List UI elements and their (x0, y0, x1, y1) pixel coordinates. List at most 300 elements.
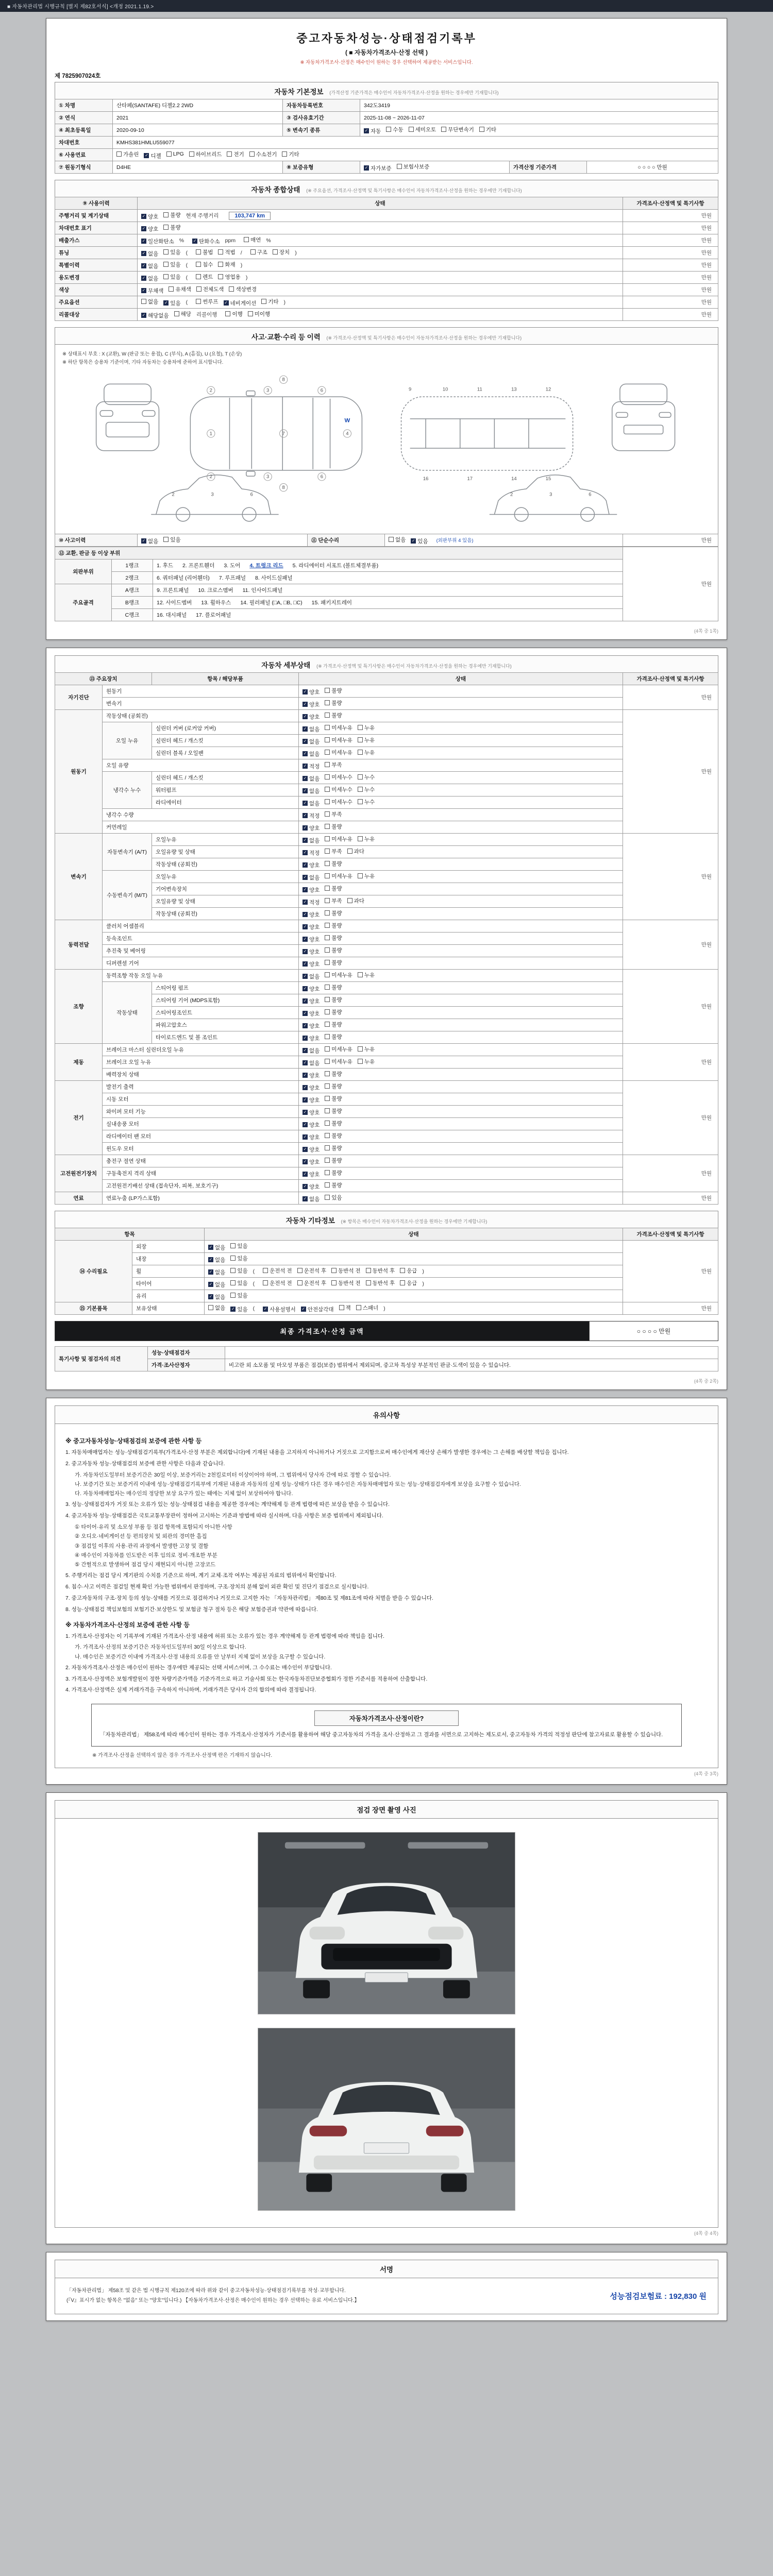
checkbox-불량[interactable] (325, 1095, 342, 1103)
checkbox-label: 네비게이션 (230, 300, 257, 307)
checkbox-불량[interactable] (325, 1008, 342, 1016)
checkbox-있음[interactable] (230, 1279, 247, 1287)
checkbox-불량[interactable] (325, 1107, 342, 1115)
checkbox-label: 없음 (215, 1281, 226, 1288)
unchecked-box-icon (325, 1133, 330, 1138)
checkbox-누수[interactable] (358, 773, 375, 781)
checkbox-잭[interactable] (339, 1304, 351, 1312)
checkbox-누수[interactable] (358, 798, 375, 806)
checkbox-있음[interactable] (411, 537, 428, 545)
checkbox-불량[interactable] (325, 699, 342, 707)
checkbox-양호[interactable] (303, 948, 320, 956)
price-cell: 만원 (623, 1192, 718, 1205)
checkbox-해당없음[interactable] (141, 312, 169, 319)
price-cell: 만원 (623, 234, 718, 247)
checkbox-양호[interactable] (303, 861, 320, 869)
checkbox-미세누유[interactable] (325, 872, 352, 880)
checkbox-있음[interactable] (163, 261, 180, 268)
checkbox-불량[interactable] (325, 1021, 342, 1028)
checkbox-없음[interactable] (208, 1268, 225, 1276)
status-cell (299, 945, 623, 957)
checkbox-label: 양호 (309, 1084, 320, 1091)
checkbox-디젤[interactable] (144, 152, 161, 160)
checkbox-운전석 후[interactable] (297, 1279, 327, 1287)
checkbox-없음[interactable] (303, 750, 320, 758)
notes-title-band: 유의사항 (55, 1405, 718, 1424)
checkbox-적정[interactable] (303, 849, 320, 857)
checkbox-일산화탄소[interactable] (141, 238, 174, 245)
panel-part: 16. 대시패널 (157, 612, 187, 619)
inline-text: 리콜이행 (196, 312, 217, 318)
checkbox-사용설명서[interactable] (263, 1306, 296, 1313)
usage-item-label: 색상 (55, 284, 138, 296)
price-appraisal-box-text: 「자동차관리법」 제58조에 따라 매수인이 원하는 경우 가격조사·산정자가 기준서를 활용하여 해당 중고자동차의 가격을 조사·산정하고 그 결과를 서면으로 고지하는 제도로서, 중고자동차 가격의 적정성 판단에 참고자료로 활용할 수 있습니다. (100, 1732, 663, 1738)
checkbox-불량[interactable] (325, 1033, 342, 1041)
checkbox-없음[interactable] (303, 725, 320, 733)
checkbox-양호[interactable] (303, 1072, 320, 1079)
checkbox-없음[interactable] (208, 1256, 225, 1264)
checkbox-불량[interactable] (325, 711, 342, 719)
checkbox-없음[interactable] (303, 787, 320, 795)
checkbox-누수[interactable] (358, 786, 375, 793)
checkbox-불량[interactable] (325, 946, 342, 954)
checkbox-응급[interactable] (400, 1279, 417, 1287)
checkbox-부족[interactable] (325, 761, 342, 769)
unchecked-box-icon (325, 997, 330, 1002)
checkbox-있음[interactable] (325, 1194, 342, 1201)
checkbox-불량[interactable] (325, 984, 342, 991)
checkbox-label: 양호 (309, 961, 320, 968)
checkbox-미세누유[interactable] (325, 736, 352, 744)
checkbox-label: 누유 (364, 737, 375, 743)
photos-area (55, 1819, 718, 2228)
checkbox-있음[interactable] (230, 1306, 247, 1313)
unchecked-box-icon (325, 1182, 330, 1188)
table-header-row (55, 673, 718, 685)
checkbox-양호[interactable] (303, 960, 320, 968)
checkbox-적정[interactable] (303, 812, 320, 820)
unchecked-box-icon (366, 1268, 371, 1273)
unchecked-box-icon (196, 274, 201, 279)
unchecked-box-icon (230, 1280, 236, 1285)
device-label: 고전원전기장치 (55, 1155, 103, 1192)
checkbox-누유[interactable] (358, 724, 375, 732)
checkbox-label: 과다 (354, 848, 364, 855)
checkbox-동반석 후[interactable] (366, 1267, 395, 1275)
checked-box-icon: ✓ (303, 887, 307, 892)
checkbox-보험사보증[interactable] (397, 163, 430, 171)
checkbox-미세누유[interactable] (325, 1058, 352, 1065)
checkbox-label: 누유 (364, 749, 375, 756)
page-marker: (4쪽 중 2쪽) (694, 1379, 718, 1384)
checkbox-불량[interactable] (325, 1169, 342, 1177)
checkbox-부족[interactable] (325, 810, 342, 818)
checkbox-구조[interactable] (250, 248, 267, 256)
page-1 (46, 18, 727, 640)
checkbox-스패너[interactable] (356, 1304, 378, 1312)
checked-box-icon: ✓ (303, 726, 307, 732)
damage-code-legend: ※ 상태표시 부호 : X (교환), W (판금 또는 용접), C (부식), A (흠집), U (요철), T (손상) (62, 351, 242, 357)
checkbox-양호[interactable] (303, 911, 320, 919)
checkbox-불량[interactable] (325, 1181, 342, 1189)
checkbox-불량[interactable] (325, 996, 342, 1004)
checkbox-운전석 전[interactable] (263, 1279, 292, 1287)
checkbox-label: 영업용 (225, 274, 241, 280)
checkbox-양호[interactable] (303, 923, 320, 931)
notes-item: 2. 자동차가격조사·산정은 매수인이 원하는 경우에만 제공되는 선택 서비스이며, 그 수수료는 매수인이 부담합니다. (65, 1664, 332, 1671)
unchecked-box-icon (227, 151, 232, 157)
checkbox-미세누유[interactable] (325, 835, 352, 843)
checkbox-있음[interactable] (230, 1292, 247, 1299)
checkbox-없음[interactable] (303, 837, 320, 844)
detail-row (55, 945, 718, 957)
checked-box-icon: ✓ (303, 1196, 307, 1201)
checkbox-불량[interactable] (325, 1157, 342, 1164)
checkbox-침수[interactable] (196, 261, 213, 268)
checkbox-불량[interactable] (325, 909, 342, 917)
checkbox-있음[interactable] (230, 1255, 247, 1262)
unchecked-box-icon (325, 960, 330, 965)
checkbox-label: 누유 (364, 1058, 375, 1065)
checkbox-label: 누수 (364, 786, 375, 793)
checkbox-자가보증[interactable] (364, 164, 392, 172)
checkbox-label: 양호 (309, 1159, 320, 1165)
checkbox-label: 없음 (309, 738, 320, 745)
checkbox-유채색[interactable] (169, 285, 191, 293)
checkbox-있음[interactable] (163, 273, 180, 281)
checkbox-누유[interactable] (358, 971, 375, 979)
page-3 (46, 1398, 727, 1785)
checkbox-양호[interactable] (303, 1146, 320, 1154)
price-cell: 만원 (623, 1241, 718, 1302)
checkbox-없음[interactable] (303, 874, 320, 882)
notes-item: 1. 자동차매매업자는 성능·상태점검기록부(가격조사·산정 부분은 제외합니다)에 기재된 내용을 고지하지 아니하거나 거짓으로 고지함으로써 매수인에게 재산상 손해가 발생한 경우에는 그 손해를 배상할 책임을 집니다. (65, 1449, 569, 1456)
checkbox-무단변속기[interactable] (441, 126, 474, 133)
unchecked-box-icon (196, 249, 201, 255)
panel-part: 6. 쿼터패널 (리어휀더) (157, 575, 210, 582)
checkbox-불량[interactable] (325, 934, 342, 942)
panel-part: 13. 휠하우스 (201, 600, 231, 606)
checkbox-불량[interactable] (325, 1082, 342, 1090)
status-cell (299, 834, 623, 846)
checkbox-label: 동반석 후 (372, 1280, 395, 1286)
checkbox-누유[interactable] (358, 872, 375, 880)
checkbox-미세누유[interactable] (325, 1045, 352, 1053)
section-title-text: 자동차 기타정보 (285, 1217, 335, 1225)
checkbox-양호[interactable] (303, 985, 320, 993)
unchecked-box-icon (218, 249, 223, 255)
checkbox-불량[interactable] (325, 885, 342, 892)
checkbox-운전석 전[interactable] (263, 1267, 292, 1275)
checked-box-icon: ✓ (303, 875, 307, 880)
checkbox-적정[interactable] (303, 899, 320, 906)
checkbox-미세누수[interactable] (325, 773, 352, 781)
checkbox-기타[interactable] (479, 126, 496, 133)
panel-part: 11. 인사이드패널 (242, 587, 283, 594)
checkbox-적정[interactable] (303, 762, 320, 770)
checkbox-렌트[interactable] (196, 273, 213, 281)
checkbox-없음[interactable] (208, 1304, 225, 1312)
checked-box-icon: ✓ (209, 1245, 213, 1250)
checkbox-양호[interactable] (303, 1035, 320, 1042)
checkbox-label: 전기 (233, 151, 244, 158)
checkbox-누유[interactable] (358, 1058, 375, 1065)
checkbox-무채색[interactable] (141, 287, 163, 295)
checkbox-동반석 후[interactable] (366, 1279, 395, 1287)
checkbox-불량[interactable] (325, 860, 342, 868)
checkbox-양호[interactable] (303, 1158, 320, 1166)
inspection-insurance-fee (610, 2291, 707, 2301)
checkbox-양호[interactable] (303, 1084, 320, 1092)
checkbox-미세누유[interactable] (325, 971, 352, 979)
checkbox-LPG[interactable] (166, 151, 184, 157)
checkbox-양호[interactable] (303, 1010, 320, 1018)
checkbox-탄화수소[interactable] (192, 238, 220, 245)
part-name: 냉각수 수량 (103, 809, 299, 821)
checkbox-하이브리드[interactable] (189, 150, 222, 158)
checkbox-운전석 후[interactable] (297, 1267, 327, 1275)
checkbox-label: 양호 (309, 1122, 320, 1128)
usage-status-cell (138, 309, 623, 321)
checkbox-없음[interactable] (141, 275, 158, 282)
table-row (55, 161, 718, 174)
checkbox-수동[interactable] (386, 126, 403, 133)
part-name: 고전원전기배선 상태 (접속단자, 피복, 보호기구) (103, 1180, 299, 1192)
checkbox-해당[interactable] (174, 310, 191, 318)
checkbox-없음[interactable] (208, 1281, 225, 1289)
price-cell: 만원 (623, 970, 718, 1044)
fee-label: 성능점검보험료 : (610, 2292, 667, 2301)
checkbox-있음[interactable] (163, 299, 180, 307)
checkbox-없음[interactable] (141, 298, 158, 306)
notes-item: 4. 중고자동차 성능·상태점검은 국토교통부장관이 정하여 고시하는 기준과 방법에 따라 실시하며, 다음 사항은 보증 범위에서 제외됩니다. (65, 1513, 383, 1519)
checkbox-양호[interactable] (303, 1022, 320, 1030)
car-damage-diagram (62, 367, 711, 532)
checkbox-불량[interactable] (325, 1120, 342, 1127)
checkbox-양호[interactable] (303, 997, 320, 1005)
checkbox-없음[interactable] (208, 1244, 225, 1251)
table-row (55, 309, 718, 321)
checkbox-가솔린[interactable] (116, 150, 139, 158)
unchecked-box-icon (218, 262, 223, 267)
rank-parts-cell (153, 572, 623, 584)
checkbox-미세누유[interactable] (325, 749, 352, 756)
checkbox-적법[interactable] (218, 248, 235, 256)
checkbox-불량[interactable] (325, 823, 342, 831)
usage-item-label: 리콜대상 (55, 309, 138, 321)
checkbox-label: 불량 (331, 1009, 342, 1015)
checkbox-불량[interactable] (325, 922, 342, 929)
unchecked-box-icon (325, 849, 330, 854)
model-year-label: ② 연식 (55, 112, 113, 124)
panel-part: 15. 패키지트레이 (311, 600, 352, 606)
table-row (55, 1265, 718, 1278)
checked-box-icon: ✓ (303, 1060, 307, 1065)
checkbox-양호[interactable] (303, 713, 320, 721)
status-cell (205, 1265, 623, 1278)
checkbox-label: 전체도색 (203, 286, 224, 293)
inline-text: % (266, 238, 271, 244)
checkbox-양호[interactable] (303, 886, 320, 894)
table-row (55, 99, 718, 112)
checkbox-불량[interactable] (325, 687, 342, 694)
checkbox-안전삼각대[interactable] (301, 1306, 334, 1313)
checkbox-양호[interactable] (303, 1183, 320, 1191)
checked-box-icon: ✓ (209, 1269, 213, 1275)
unchecked-box-icon (325, 886, 330, 891)
engine-type-value: D4HE (113, 161, 283, 174)
checkbox-양호[interactable] (303, 1096, 320, 1104)
page-marker: (4쪽 중 1쪽) (694, 629, 718, 634)
checkbox-불법[interactable] (196, 248, 213, 256)
rank-label: 2랭크 (112, 572, 153, 584)
checkbox-label: 무채색 (148, 287, 164, 294)
checkbox-응급[interactable] (400, 1267, 417, 1275)
category-label: 냉각수 누수 (103, 772, 152, 809)
checkbox-양호[interactable] (303, 701, 320, 708)
part-name: 타이로드엔드 및 볼 조인트 (152, 1031, 299, 1044)
table-row (55, 124, 718, 137)
checkbox-없음[interactable] (303, 1059, 320, 1067)
checkbox-없음[interactable] (141, 537, 158, 545)
status-cell (299, 1056, 623, 1069)
checkbox-있음[interactable] (163, 248, 180, 256)
checkbox-네비게이션[interactable] (224, 299, 257, 307)
checkbox-양호[interactable] (141, 225, 158, 233)
checkbox-화재[interactable] (218, 261, 235, 268)
checkbox-label: 동반석 후 (372, 1267, 395, 1274)
checkbox-label: 응급 (407, 1280, 417, 1286)
checkbox-없음[interactable] (141, 250, 158, 258)
checkbox-전기[interactable] (227, 150, 244, 158)
part-name: 동력조향 작동 오일 누유 (103, 970, 299, 982)
checkbox-불량[interactable] (163, 224, 180, 231)
column-header: 항목 (55, 1228, 205, 1241)
checkbox-양호[interactable] (303, 1121, 320, 1129)
checkbox-부족[interactable] (325, 897, 342, 905)
checkbox-없음[interactable] (303, 738, 320, 745)
checkbox-없음[interactable] (303, 800, 320, 807)
checkbox-과다[interactable] (347, 897, 364, 905)
checkbox-불량[interactable] (325, 1132, 342, 1140)
checkbox-동반석 전[interactable] (331, 1267, 361, 1275)
checkbox-label: 누수 (364, 799, 375, 805)
part-name: 실린더 블록 / 오일팬 (152, 747, 299, 759)
checkbox-누유[interactable] (358, 835, 375, 843)
status-cell (299, 1007, 623, 1019)
part-name: 워터펌프 (152, 784, 299, 796)
table-row (55, 534, 718, 547)
legal-line-2: (『V』표시가 없는 항목은 "없음" 또는 "양호"입니다.) 【자동차가격조사·산정은 매수인이 원하는 경우 선택하는 유료 서비스입니다.】 (66, 2297, 360, 2303)
checkbox-수소전기[interactable] (249, 150, 277, 158)
checkbox-양호[interactable] (303, 824, 320, 832)
checkbox-label: 매연 (250, 236, 261, 243)
status-cell (299, 747, 623, 759)
checkbox-장치[interactable] (273, 248, 290, 256)
checkbox-매연[interactable] (244, 236, 261, 244)
category-label: 자동변속기 (A/T) (103, 834, 152, 871)
device-label: 원동기 (55, 710, 103, 834)
status-cell (299, 722, 623, 735)
checkbox-미세누수[interactable] (325, 798, 352, 806)
unchecked-box-icon (325, 1083, 330, 1089)
checkbox-양호[interactable] (303, 936, 320, 943)
checkbox-양호[interactable] (303, 1171, 320, 1178)
checkbox-전체도색[interactable] (196, 285, 224, 293)
notes-subitem: 가. 자동차인도일부터 보증기간은 30일 이상, 보증거리는 2천킬로미터 이상이어야 하며, 그 범위에서 당사자 간에 따로 정할 수 있습니다. (75, 1471, 391, 1478)
checkbox-없음[interactable] (303, 1195, 320, 1203)
unchecked-box-icon (244, 237, 249, 242)
checkbox-자동[interactable] (364, 127, 381, 135)
checkbox-없음[interactable] (303, 775, 320, 783)
checkbox-미세누유[interactable] (325, 724, 352, 732)
checkbox-없음[interactable] (303, 1047, 320, 1055)
device-label: 조향 (55, 970, 103, 1044)
checkbox-불량[interactable] (325, 959, 342, 967)
checkbox-없음[interactable] (141, 262, 158, 270)
checkbox-양호[interactable] (303, 688, 320, 696)
checkbox-과다[interactable] (347, 848, 364, 855)
device-label: 자기진단 (55, 685, 103, 710)
inline-text: ( (253, 1268, 255, 1275)
checked-box-icon: ✓ (303, 998, 307, 1004)
checkbox-label: 있음 (237, 1306, 248, 1313)
checkbox-불량[interactable] (325, 1070, 342, 1078)
checkbox-없음[interactable] (389, 536, 406, 544)
checkbox-누유[interactable] (358, 736, 375, 744)
accident-section-title (55, 327, 718, 344)
checkbox-동반석 전[interactable] (331, 1279, 361, 1287)
checkbox-양호[interactable] (303, 1109, 320, 1116)
checkbox-세미오토[interactable] (409, 126, 436, 133)
checked-box-icon: ✓ (142, 538, 146, 544)
checkbox-미이행[interactable] (248, 310, 270, 318)
checkbox-label: 없음 (309, 788, 320, 794)
inline-text: ) (383, 1306, 385, 1312)
checkbox-양호[interactable] (141, 213, 158, 221)
checkbox-영업용[interactable] (218, 273, 240, 281)
checkbox-미세누수[interactable] (325, 786, 352, 793)
page-4 (46, 1792, 727, 2245)
checkbox-label: 불량 (331, 1095, 342, 1102)
checkbox-불량[interactable] (325, 1144, 342, 1152)
checkbox-label: 미세누유 (331, 1058, 352, 1065)
checkbox-label: 없음 (215, 1294, 226, 1300)
notes-subitem: 가. 가격조사·산정의 보증기간은 자동차인도일부터 30일 이상으로 합니다. (75, 1644, 246, 1651)
checkbox-색상변경[interactable] (229, 285, 257, 293)
checkbox-label: 양호 (309, 1146, 320, 1153)
checkbox-부족[interactable] (325, 848, 342, 855)
checkbox-누유[interactable] (358, 749, 375, 756)
checkbox-있음[interactable] (163, 536, 180, 544)
checkbox-불량[interactable] (163, 211, 180, 219)
checkbox-이행[interactable] (225, 310, 242, 318)
status-cell (299, 982, 623, 994)
checkbox-누유[interactable] (358, 1045, 375, 1053)
unchecked-box-icon (325, 1145, 330, 1150)
checkbox-있음[interactable] (230, 1267, 247, 1275)
checkbox-없음[interactable] (303, 973, 320, 980)
checkbox-있음[interactable] (230, 1242, 247, 1250)
checkbox-없음[interactable] (208, 1293, 225, 1301)
inspection-valid-value: 2025-11-08 ~ 2026-11-07 (360, 112, 718, 124)
checkbox-썬루프[interactable] (196, 298, 218, 306)
checkbox-기타[interactable] (261, 298, 278, 306)
checkbox-양호[interactable] (303, 1133, 320, 1141)
checkbox-기타[interactable] (282, 150, 299, 158)
part-name: 구동축전지 격리 상태 (103, 1167, 299, 1180)
fuel-label: ⑥ 사용연료 (55, 149, 113, 161)
